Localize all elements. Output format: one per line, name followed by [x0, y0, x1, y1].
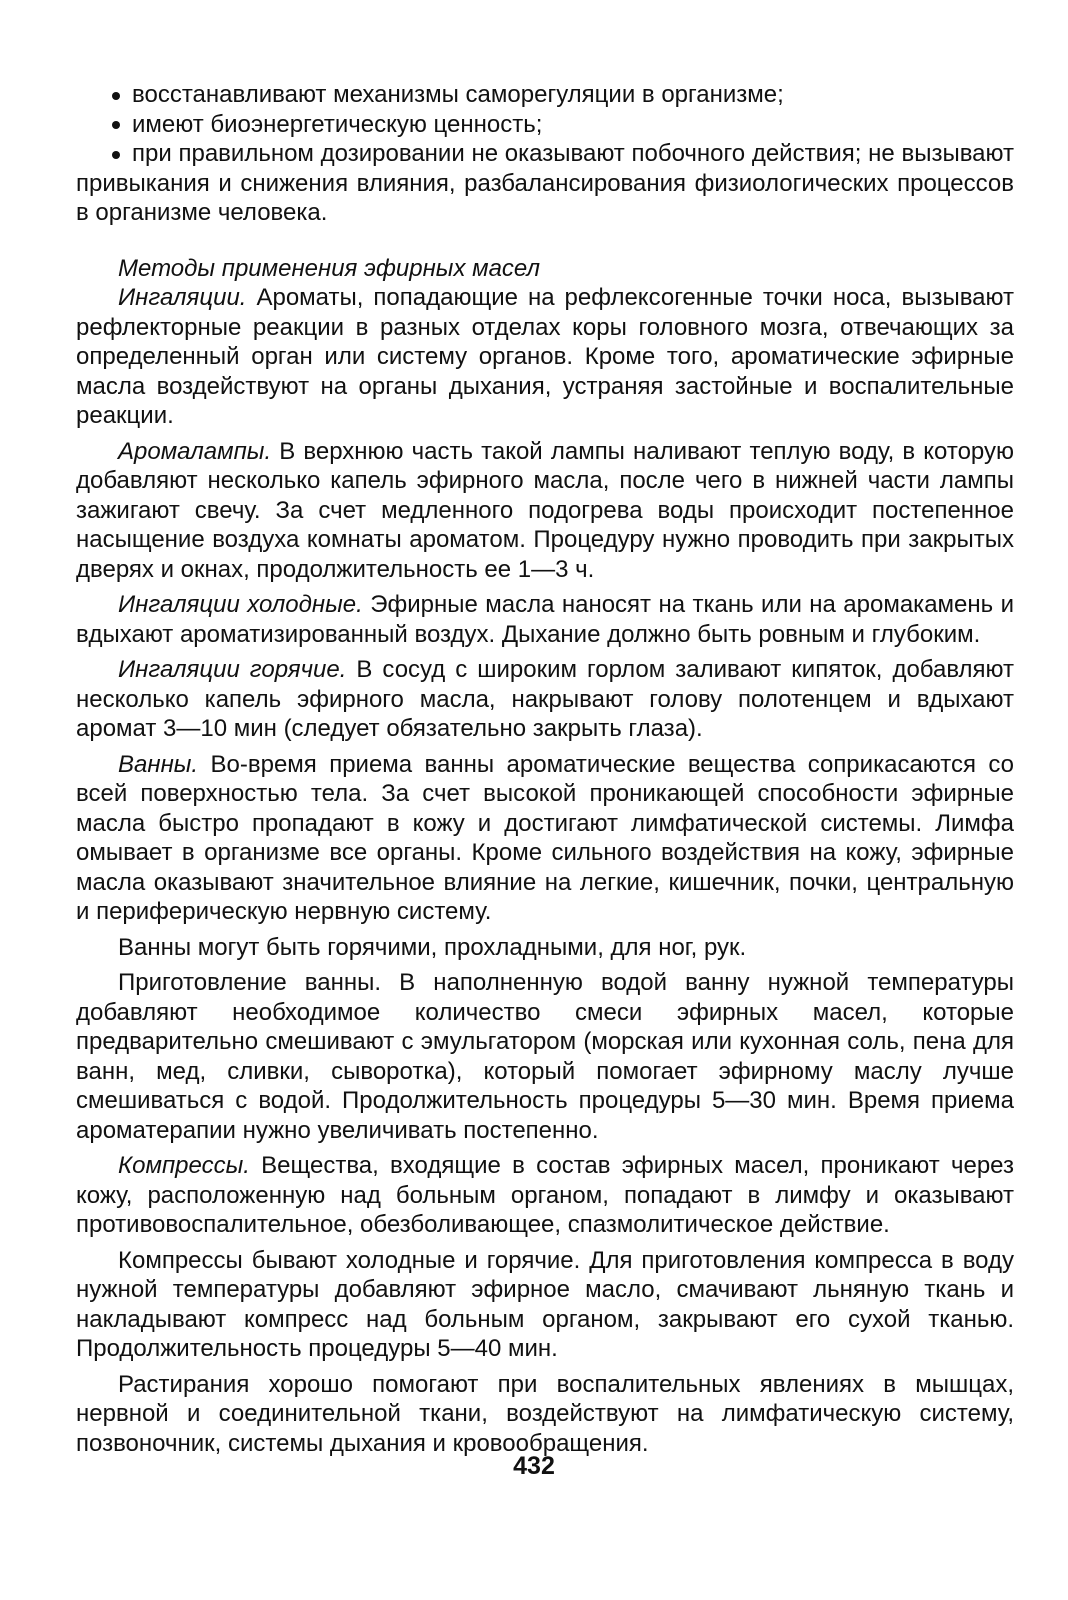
bullet-text: имеют биоэнергетическую ценность;: [132, 110, 543, 138]
paragraph-inhalations: [76, 283, 1014, 431]
paragraph-text: Вещества, входящие в состав эфирных масел, проникают через кожу, расположенную над больным органом, попадают в лимфу и оказывают противовоспалительное, обезболивающее, спазмолитическое действие.: [76, 1152, 1014, 1238]
bullet-text: при правильном дозировании не оказывают побочного действия; не вызывают привыкания и снижения влияния, разбалансирования физиологических процессов в организме человека.: [76, 140, 1014, 226]
paragraph-aromalamps: [76, 437, 1014, 585]
paragraph-text: Эфирные масла наносят на ткань или на аромакамень и вдыхают ароматизированный воздух. Дыхание должно быть ровным и глубоким.: [76, 591, 1014, 648]
bullet-icon: [112, 121, 120, 129]
paragraph-rubbing: [76, 1370, 1014, 1459]
paragraph-term: Ингаляции горячие.: [118, 656, 347, 683]
paragraph-term: Ванны.: [118, 750, 199, 778]
bullet-item: [76, 139, 1014, 228]
bullet-icon: [112, 92, 120, 100]
page-number: 432: [513, 1452, 555, 1480]
paragraph-text: Во-время приема ванны ароматические вещества соприкасаются со всей поверхностью тела. За счет высокой проникающей способности эфирные масла быстро пропадают в кожу и достигают лимфатической системы. Лимфа омывает в организме все органы. Кроме сильного воздействия на кожу, эфирные масла оказывают значительное влияние на легкие, кишечник, почки, центральную и периферическую нервную систему.: [76, 750, 1014, 925]
paragraph-text: Растирания хорошо помогают при воспалительных явлениях в мышцах, нервной и соединительной ткани, воздействуют на лимфатическую систему, позвоночник, системы дыхания и кровообращения.: [76, 1370, 1014, 1457]
paragraph-term: Ингаляции холодные.: [118, 591, 363, 618]
paragraph-text: Приготовление ванны. В наполненную водой ванну нужной температуры добавляют необходимое количество смеси эфирных масел, которые предварительно смешивают с эмульгатором (морская или кухонная соль, пена для ванн, мед, сливки, сыворотка), который помогает эфирному маслу лучше смешиваться с водой. Продолжительность процедуры 5—30 мин. Время приема ароматерапии нужно увеличивать постепенно.: [76, 969, 1014, 1144]
paragraph-text: Ванны могут быть горячими, прохладными, для ног, рук.: [118, 933, 747, 961]
paragraph-hot-inhalations: [76, 655, 1014, 744]
paragraph-bath-preparation: [76, 968, 1014, 1145]
paragraph-term: Компрессы.: [118, 1152, 250, 1179]
paragraph-text: В сосуд с широким горлом заливают кипяток, добавляют несколько капель эфирного масла, накрывают голову полотенцем и вдыхают аромат 3—10 мин (следует обязательно закрыть глаза).: [76, 656, 1014, 742]
section-title: Методы применения эфирных масел: [118, 254, 541, 282]
paragraph-compress-types: [76, 1246, 1014, 1364]
bullet-icon: [112, 151, 120, 159]
bullet-text: восстанавливают механизмы саморегуляции в организме;: [132, 81, 784, 108]
bullet-item: [76, 80, 1014, 110]
paragraph-bath-types: [76, 933, 1014, 963]
bullet-list: [76, 80, 1014, 228]
paragraph-text: Ароматы, попадающие на рефлексогенные точки носа, вызывают рефлекторные реакции в разных отделах коры головного мозга, отвечающих за определенный орган или систему органов. Кроме того, ароматические эфирные масла воздействуют на органы дыхания, устраняя застойные и воспалительные реакции.: [76, 284, 1014, 429]
paragraph-baths: [76, 750, 1014, 927]
paragraph-text: Компрессы бывают холодные и горячие. Для приготовления компресса в воду нужной температуры добавляют эфирное масло, смачивают льняную ткань и накладывают компресс над больным органом, закрывают его сухой тканью. Продолжительность процедуры 5—40 мин.: [76, 1246, 1014, 1362]
paragraph-cold-inhalations: [76, 590, 1014, 649]
paragraph-term: Ингаляции.: [118, 284, 247, 311]
paragraph-term: Аромалампы.: [118, 437, 272, 465]
paragraph-text: В верхнюю часть такой лампы наливают теплую воду, в которую добавляют несколько капель эфирного масла, после чего в нижней части лампы зажигают свечу. За счет медленного подогрева воды происходит постепенное насыщение воздуха комнаты ароматом. Процедуру нужно проводить при закрытых дверях и окнах, продолжительность ее 1—3 ч.: [76, 437, 1014, 583]
paragraph-compresses: [76, 1151, 1014, 1240]
page-content: [76, 80, 1014, 1458]
bullet-item: [76, 110, 1014, 140]
